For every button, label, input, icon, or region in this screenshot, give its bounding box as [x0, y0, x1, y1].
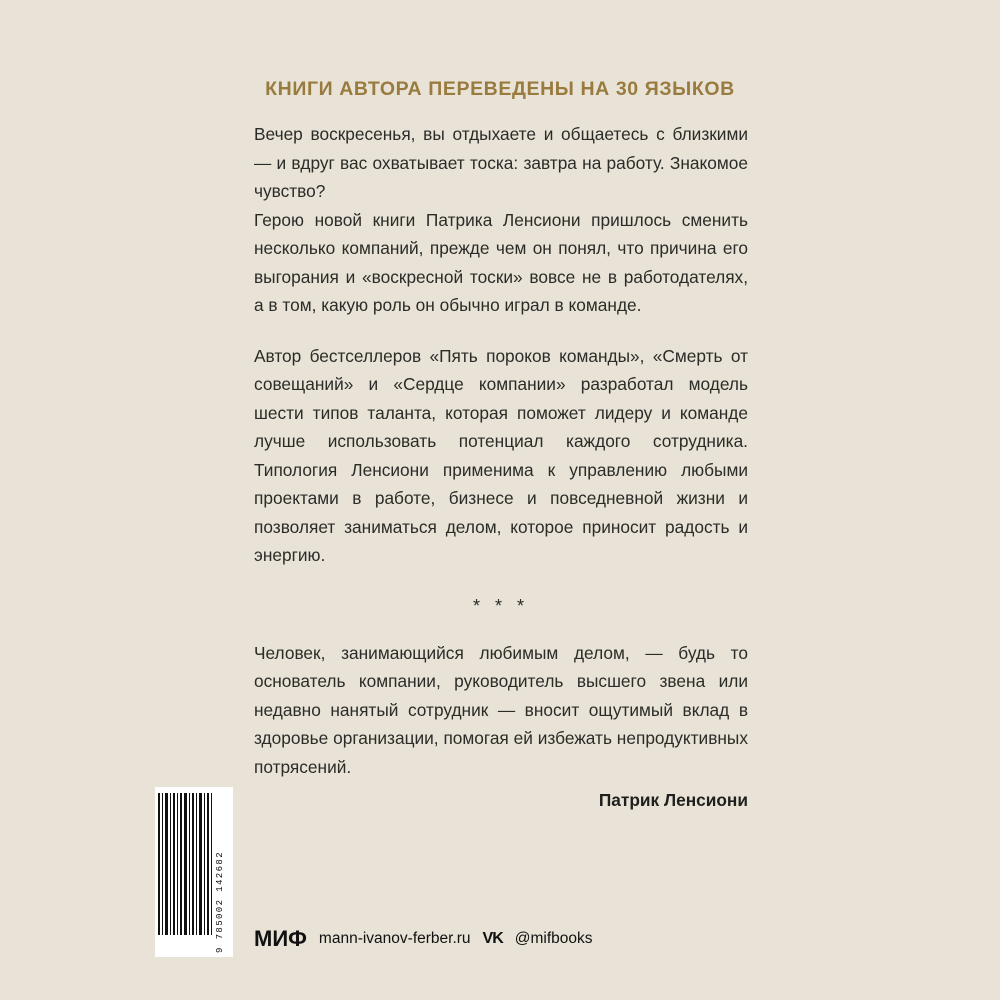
blurb-text-column: [254, 120, 748, 811]
publisher-logo: МИФ: [254, 926, 307, 951]
publisher-website[interactable]: mann-ivanov-ferber.ru: [318, 930, 471, 947]
quote-attribution: Патрик Ленсиони: [598, 790, 748, 810]
barcode-digits: 9 785002 142682: [215, 850, 225, 953]
vk-icon[interactable]: VK: [482, 930, 503, 947]
social-handle[interactable]: @mifbooks: [514, 930, 593, 947]
blurb-paragraph: Герою новой книги Патрика Ленсиони пришлось сменить несколько компаний, прежде чем он понял, что причина его выгорания и «воскресной тоски» вовсе не в работодателях, а в том, какую роль он обычно играл в команде.: [254, 209, 748, 315]
publisher-footer: [254, 928, 774, 950]
blurb-paragraph: Автор бестселлеров «Пять пороков команды», «Смерть от совещаний» и «Сердце компании» разработал модель шести типов таланта, которая поможет лидеру и команде лучше использовать потенциал каждого сотрудника. Типология Ленсиони применима к управлению любыми проектами в работе, бизнесе и повседневной жизни и позволяет заниматься делом, которое приносит радость и энергию.: [254, 345, 748, 565]
paragraph-spacer: [254, 320, 748, 342]
section-divider: * * *: [472, 595, 530, 616]
blurb-paragraph: Вечер воскресенья, вы отдыхаете и общаетесь с близкими — и вдруг вас охватывает тоска: завтра на работу. Знакомое чувство?: [254, 124, 748, 201]
barcode-bars: [158, 787, 214, 957]
page-title: КНИГИ АВТОРА ПЕРЕВЕДЕНЫ НА 30 ЯЗЫКОВ: [265, 78, 735, 100]
pull-quote: Человек, занимающийся любимым делом, — будь то основатель компании, руководитель высшего звена или недавно нанятый сотрудник — вносит ощутимый вклад в здоровье организации, помогая ей избежать непродуктивных потрясений.: [254, 642, 748, 777]
barcode: [155, 787, 233, 957]
